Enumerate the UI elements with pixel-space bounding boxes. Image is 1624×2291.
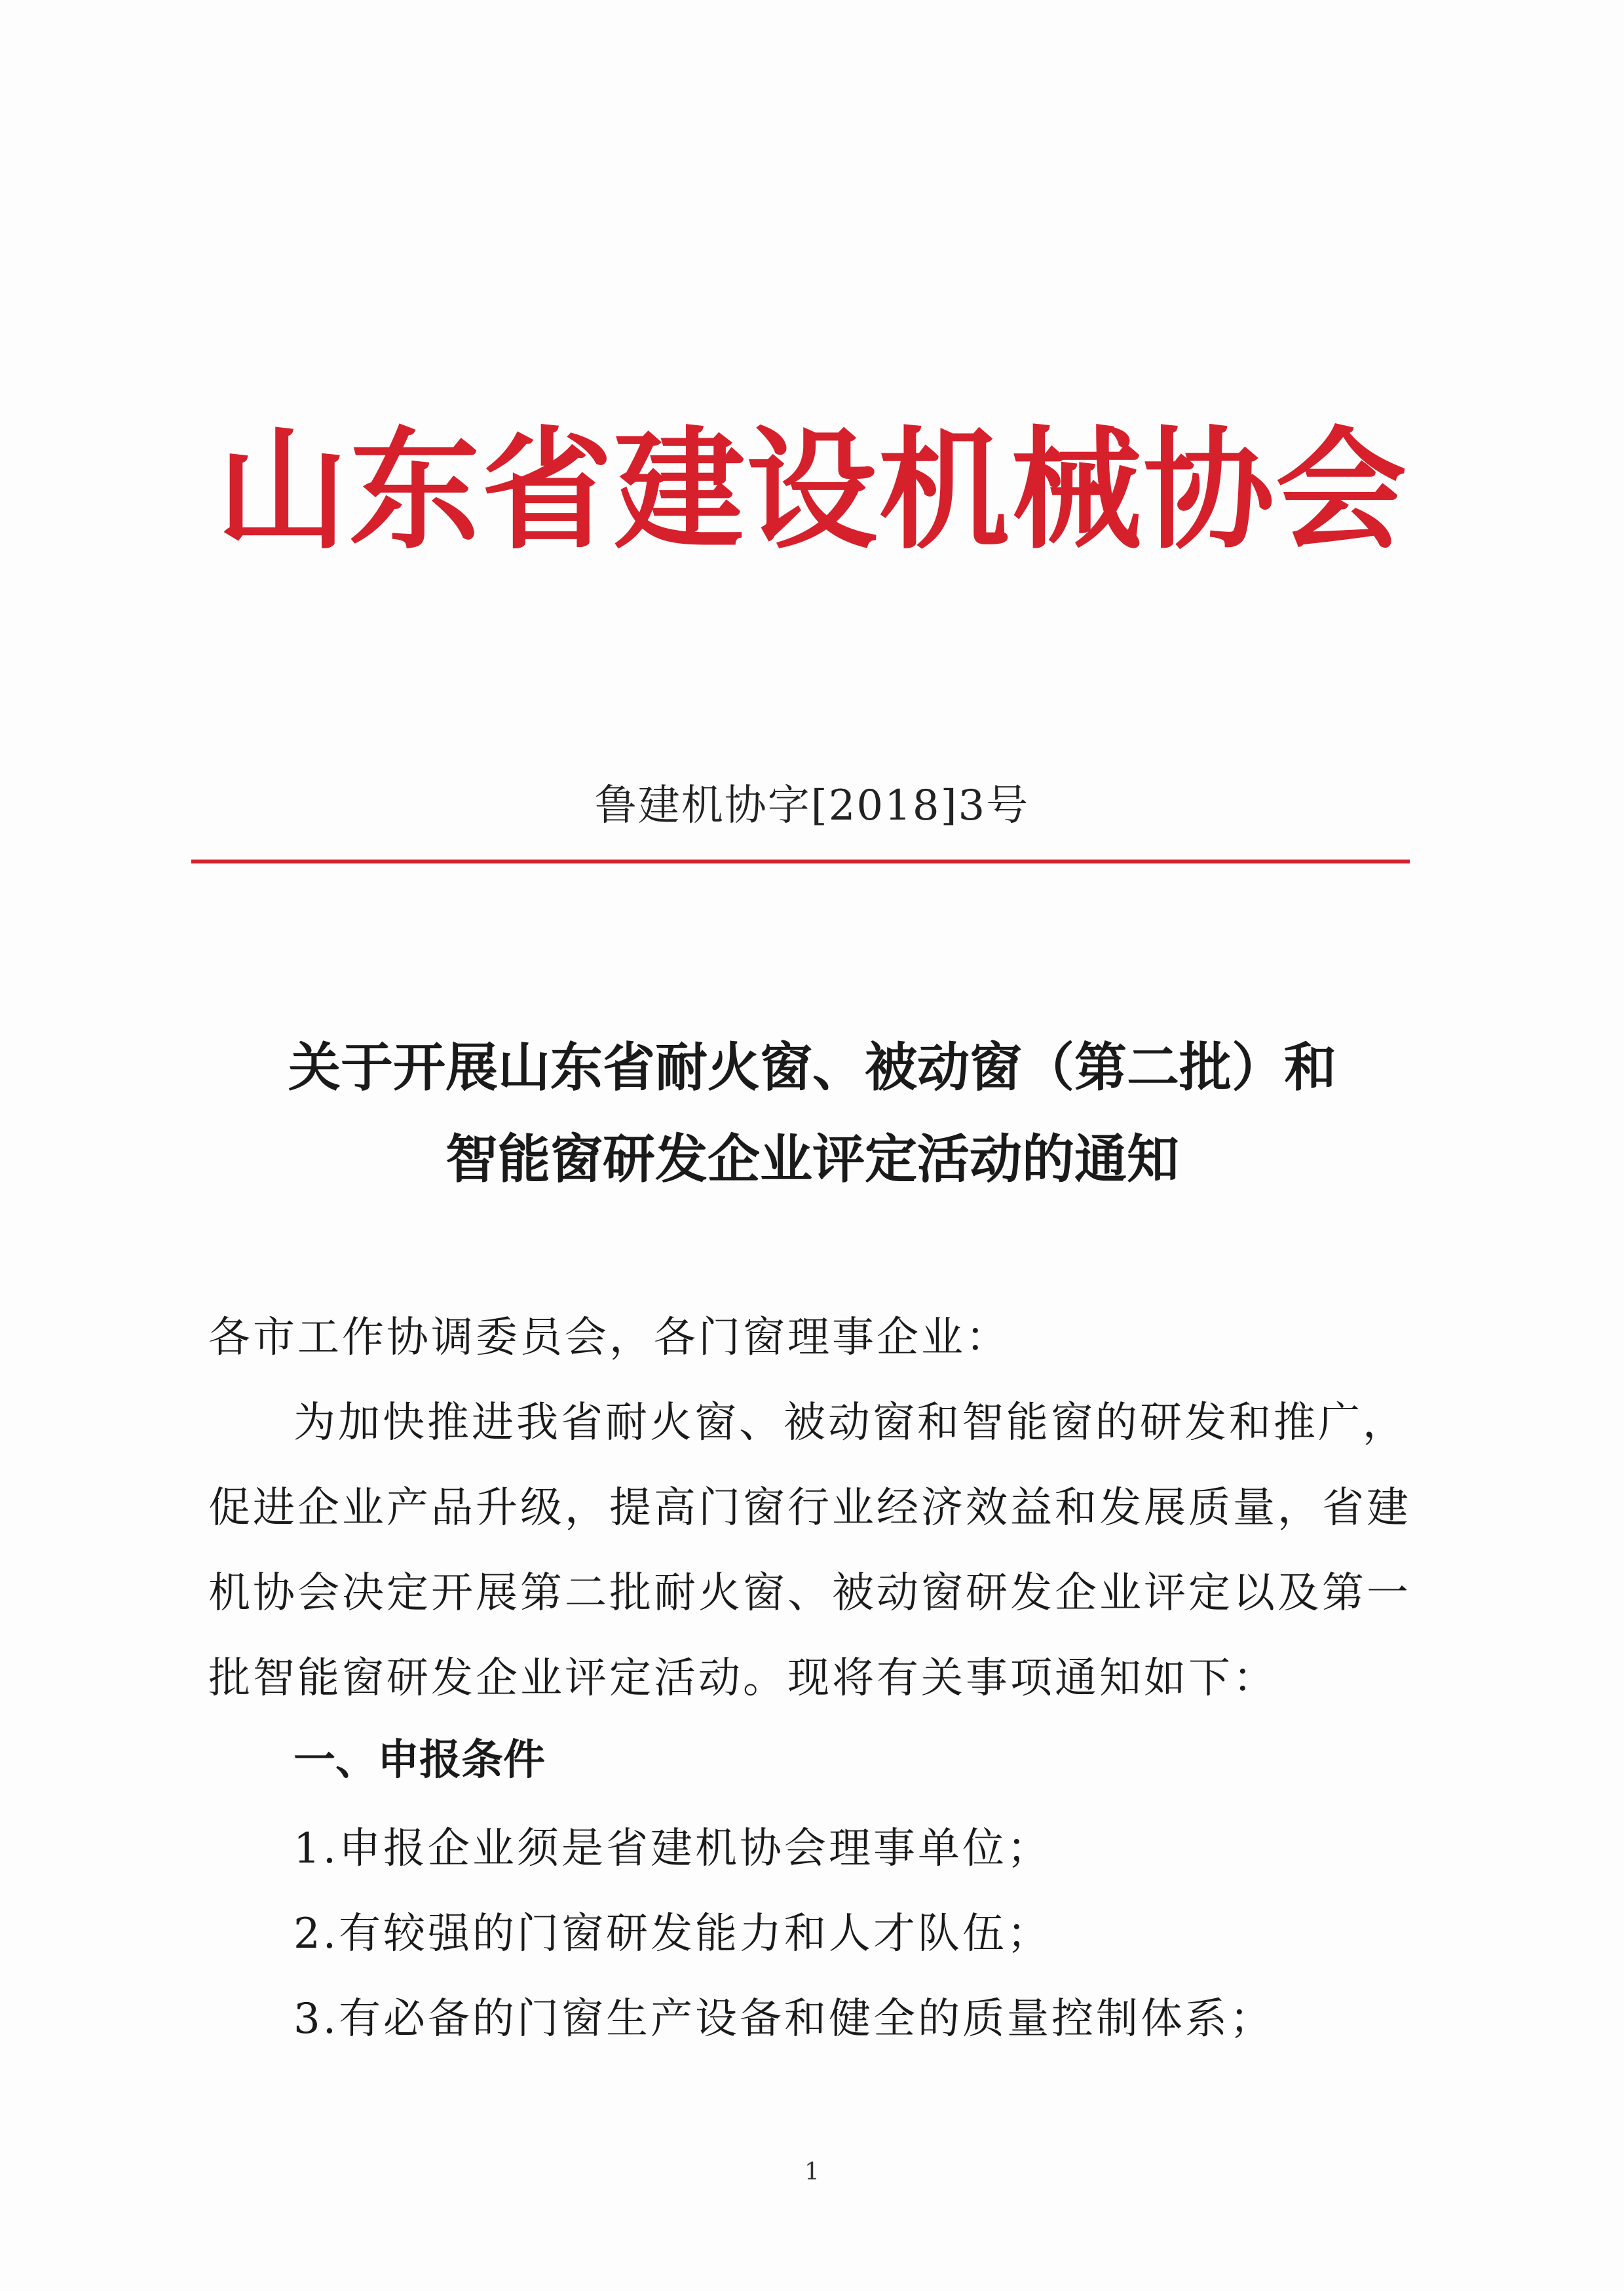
section-heading-application-conditions: 一、申报条件 — [293, 1736, 545, 1785]
condition-item-3: 3.有必备的门窗生产设备和健全的质量控制体系； — [293, 1995, 1275, 2043]
notice-title-line-2: 智能窗研发企业评定活动的通知 — [445, 1129, 1179, 1190]
condition-item-1: 1.申报企业须是省建机协会理事单位； — [293, 1825, 1052, 1873]
condition-item-2: 2.有较强的门窗研发能力和人才队伍； — [293, 1910, 1052, 1958]
masthead-title: 山东省建设机械协会 — [216, 415, 1408, 567]
body-line-2: 促进企业产品升级，提高门窗行业经济效益和发展质量，省建 — [208, 1484, 1411, 1532]
document-number: 鲁建机协字[2018]3号 — [594, 782, 1030, 830]
body-line-1: 为加快推进我省耐火窗、被动窗和智能窗的研发和推广， — [293, 1399, 1407, 1447]
notice-title-line-1: 关于开展山东省耐火窗、被动窗（第二批）和 — [288, 1037, 1336, 1098]
body-line-3: 机协会决定开展第二批耐火窗、被动窗研发企业评定以及第一 — [208, 1569, 1411, 1618]
salutation: 各市工作协调委员会，各门窗理事企业： — [208, 1314, 1010, 1362]
red-divider-line — [191, 860, 1410, 863]
page-number: 1 — [804, 2159, 820, 2186]
body-line-4: 批智能窗研发企业评定活动。现将有关事项通知如下： — [208, 1654, 1277, 1703]
